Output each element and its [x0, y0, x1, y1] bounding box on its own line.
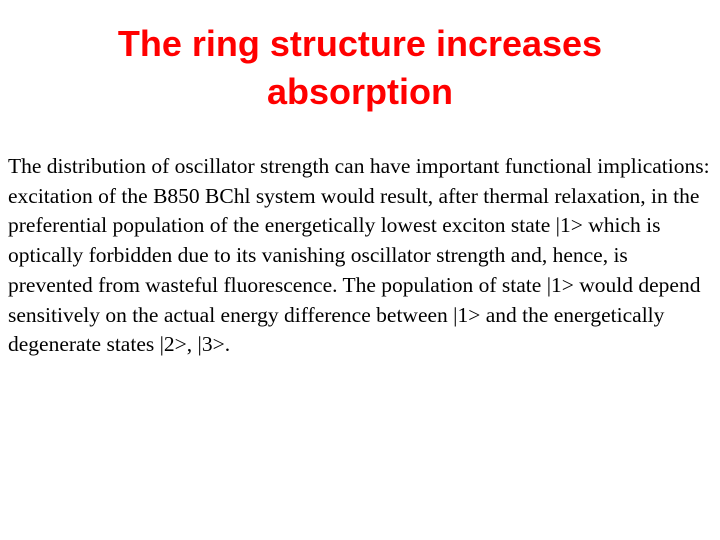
slide-body-text: The distribution of oscillator strength can have important functional implications: excitation of the B850 BChl system would result, after thermal relaxation, in the preferential population of the energetically lowest exciton state |1> which is optically forbidden due to its vanishing oscillator strength and, hence, is prevented from wasteful fluorescence. The population of state |1> would depend sensitively on the actual energy difference between |1> and the energetically degenerate states |2>, |3>.: [8, 154, 710, 357]
slide-title: [40, 20, 680, 116]
slide-title-line-2: absorption: [267, 71, 453, 112]
slide-title-line-1: The ring structure increases: [117, 23, 603, 64]
